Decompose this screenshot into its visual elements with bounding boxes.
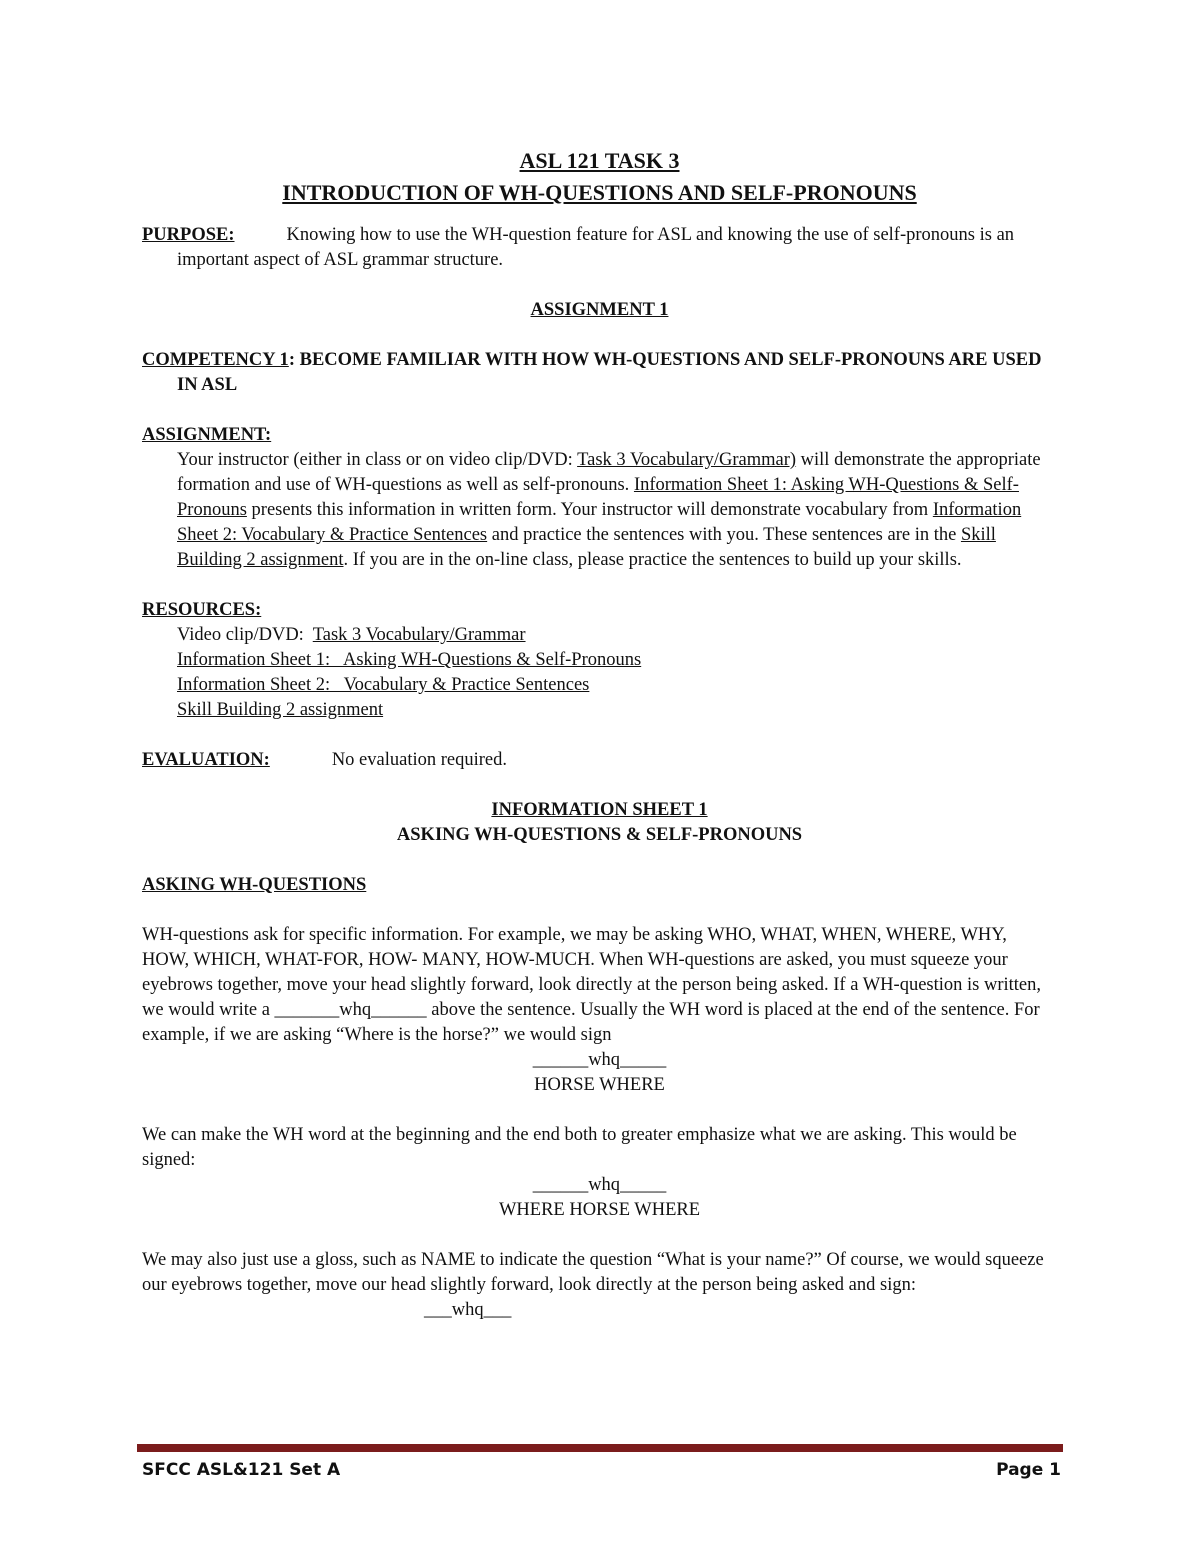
assignment-paragraph (142, 448, 1057, 573)
resource-skill-link[interactable]: Skill Building 2 assignment (177, 700, 384, 720)
example-1-marker: ______whq_____ (532, 1050, 667, 1070)
assignment-text-5: . If you are in the on-line class, please practice the sentences to build up your skills. (343, 550, 962, 570)
competency-paragraph (142, 348, 1057, 398)
assignment-text-2: will demonstrate the appropriate formation and use of WH-questions as well as self-pronouns. (177, 450, 1041, 495)
purpose-label: PURPOSE: (142, 225, 235, 245)
example-3-marker: ___whq___ (424, 1300, 512, 1320)
evaluation-label: EVALUATION: (142, 750, 270, 770)
competency-label: COMPETENCY 1 (142, 350, 289, 370)
assignment-text-1: Your instructor (either in class or on video clip/DVD: (177, 450, 578, 470)
resources-label: RESOURCES: (142, 600, 262, 620)
purpose-paragraph (142, 223, 1057, 273)
resource-item-info-2 (142, 673, 1057, 698)
resource-info-2-link[interactable]: Information Sheet 2: Vocabulary & Practice Sentences (177, 675, 590, 695)
task3-vocab-link[interactable]: Task 3 Vocabulary/Grammar) (577, 450, 797, 470)
footer-course: SFCC ASL&121 Set A (142, 1460, 341, 1480)
evaluation-text: No evaluation required. (331, 750, 507, 770)
document-title: ASL 121 TASK 3 (519, 148, 680, 173)
info-sheet-heading: INFORMATION SHEET 1 (491, 800, 708, 820)
assignment-text-3: presents this information in written form. Your instructor will demonstrate vocabulary from (246, 500, 933, 520)
footer-rule (137, 1444, 1063, 1452)
resource-info-1-link[interactable]: Information Sheet 1: Asking WH-Questions & Self-Pronouns (177, 650, 642, 670)
skill-building-link[interactable]: Skill Building 2 assignment (177, 525, 996, 570)
info-sheet-subheading: ASKING WH-QUESTIONS & SELF-PRONOUNS (396, 825, 803, 845)
wh-paragraph-2: We can make the WH word at the beginning and the end both to greater emphasize what we are asking. This would be signed: (142, 1125, 1017, 1170)
page-footer (142, 1458, 1061, 1483)
example-1-gloss: HORSE WHERE (534, 1075, 665, 1095)
info-sheet-1-link[interactable]: Information Sheet 1: Asking WH-Questions & Self-Pronouns (177, 475, 1019, 520)
info-sheet-2-link[interactable]: Information Sheet 2: Vocabulary & Practice Sentences (177, 500, 1022, 545)
competency-text: : BECOME FAMILIAR WITH HOW WH-QUESTIONS AND SELF-PRONOUNS ARE USED IN ASL (177, 350, 1042, 395)
evaluation-paragraph (142, 748, 1057, 773)
resource-item-skill (142, 698, 1057, 723)
assignment-label: ASSIGNMENT: (142, 425, 272, 445)
resource-item-video (142, 623, 1057, 648)
example-2-marker: ______whq_____ (532, 1175, 667, 1195)
example-2-gloss: WHERE HORSE WHERE (498, 1200, 701, 1220)
assignment-text-4: and practice the sentences with you. These sentences are in the (487, 525, 961, 545)
footer-page-number: Page 1 (996, 1460, 1061, 1480)
wh-paragraph-1: WH-questions ask for specific information. For example, we may be asking WHO, WHAT, WHEN, WHERE, WHY, HOW, WHICH, WHAT-FOR, HOW- MANY, HOW-MUCH. When WH-questions are asked, you must squeeze your eyebrows together, move your head slightly forward, look directly at the person being asked. If a WH-question is written, we would write a _______whq______ above the sentence. Usually the WH word is placed at the end of the sentence. For example, if we are asking “Where is the horse?” we would sign (142, 925, 1042, 1045)
wh-paragraph-3: We may also just use a gloss, such as NAME to indicate the question “What is your name?” Of course, we would squeeze our eyebrows together, move our head slightly forward, look directly at the person being asked and sign: (142, 1250, 1044, 1295)
resource-item-info-1 (142, 648, 1057, 673)
resource-video-prefix: Video clip/DVD: (177, 625, 313, 645)
document-page (142, 145, 1057, 1323)
asking-wh-heading: ASKING WH-QUESTIONS (142, 875, 367, 895)
purpose-text: Knowing how to use the WH-question feature for ASL and knowing the use of self-pronouns is an important aspect of ASL grammar structure. (177, 225, 1015, 270)
resource-video-link[interactable]: Task 3 Vocabulary/Grammar (312, 625, 526, 645)
document-subtitle: INTRODUCTION OF WH-QUESTIONS AND SELF-PRONOUNS (282, 180, 917, 205)
assignment-1-heading: ASSIGNMENT 1 (530, 300, 669, 320)
